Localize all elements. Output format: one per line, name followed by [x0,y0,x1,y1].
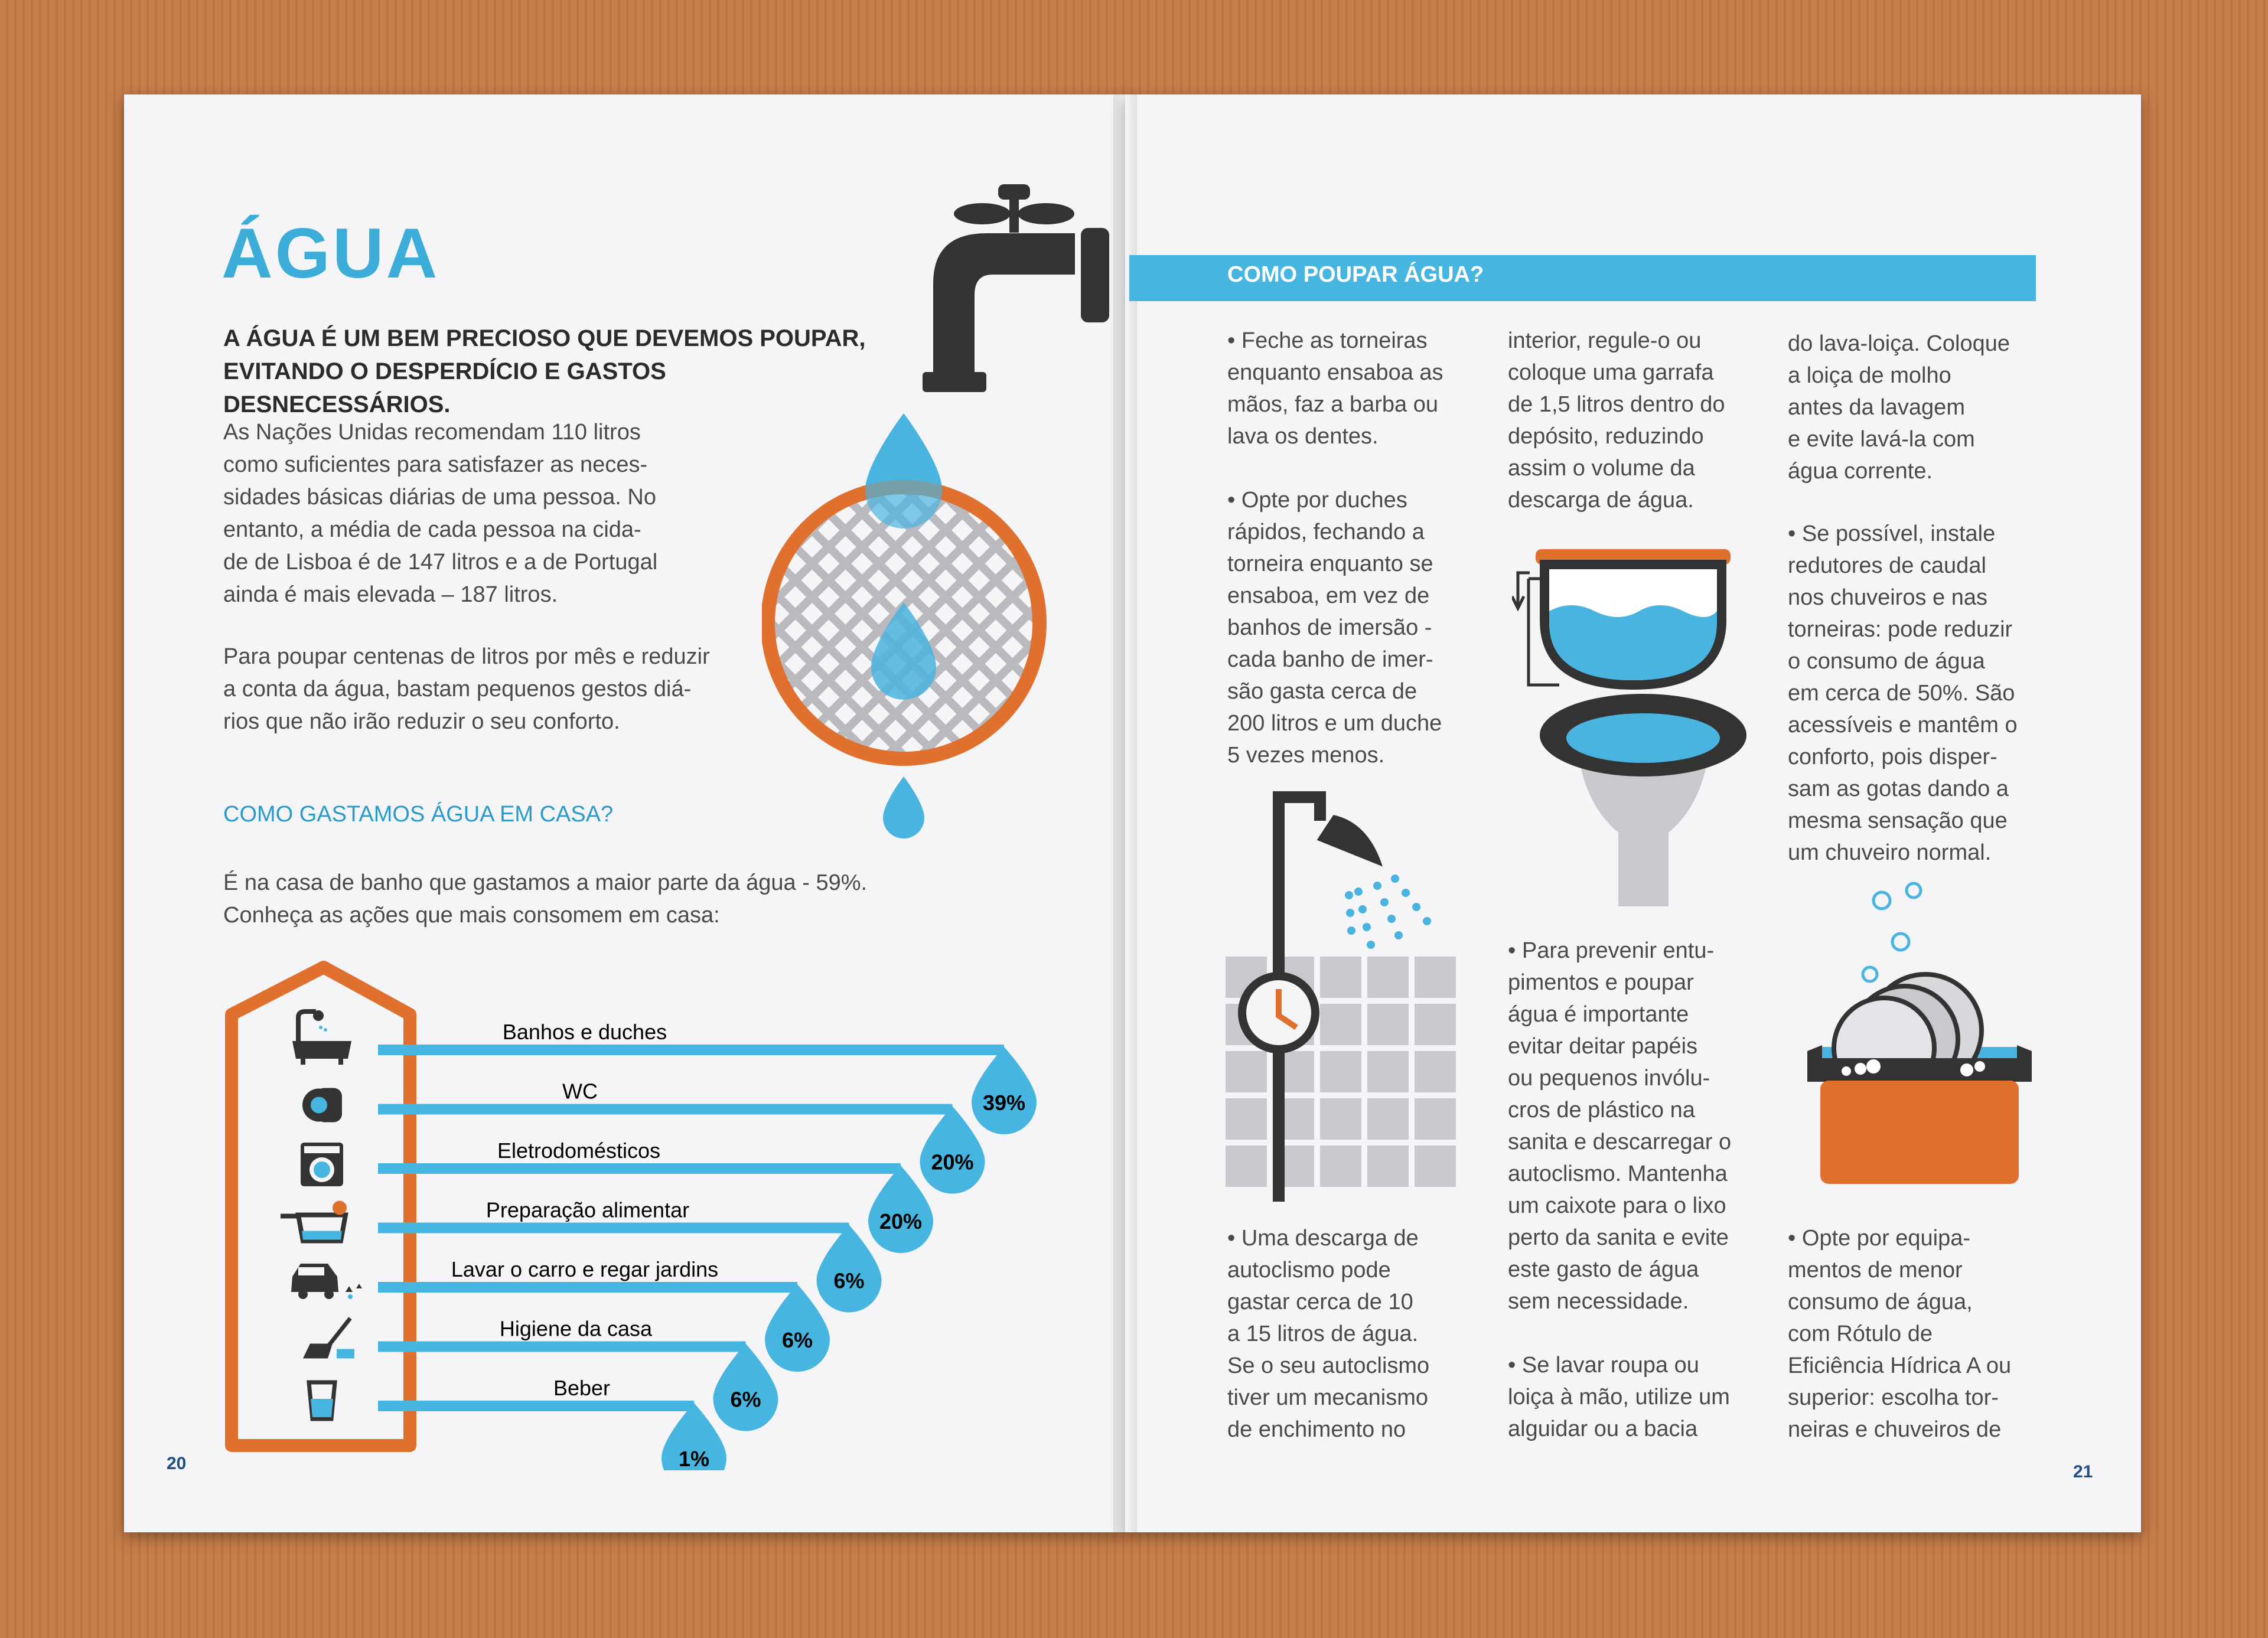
text-line: autoclismo. Mantenha [1508,1161,1728,1186]
faucet-spout-end [1081,228,1109,322]
text-line: de 1,5 litros dentro do [1508,392,1725,417]
text-line: sanita e descarregar o [1508,1130,1732,1154]
bar-value-label: 6% [833,1268,865,1293]
text-line: lava os dentes. [1227,424,1379,449]
text-line: superior: escolha tor- [1788,1385,1999,1410]
text-line: este gasto de água [1508,1257,1699,1282]
text-line: a loiça de molho [1788,363,1951,388]
text-line: As Nações Unidas recomendam 110 litros [223,420,641,445]
text-line: Se o seu autoclismo [1227,1353,1430,1378]
text-line: ainda é mais elevada – 187 litros. [223,582,558,607]
tip-efficient-equipment [1788,1222,2065,1446]
bar-label: WC [562,1079,598,1104]
house-frame [232,967,410,1446]
bar-label: Banhos e duches [502,1020,667,1044]
text-line: Eficiência Hídrica A ou [1788,1353,2012,1378]
text-line: • Para prevenir entu- [1508,938,1715,963]
faucet-stem [1009,195,1019,233]
bar-label: Lavar o carro e regar jardins [451,1257,719,1281]
text-line: a conta da água, bastam pequenos gestos diá- [223,677,692,701]
cooking-pot-icon [281,1201,347,1241]
bar-value-label: 6% [781,1328,813,1352]
page-title: ÁGUA [221,214,440,293]
text-line: loiça à mão, utilize um [1508,1385,1730,1409]
text-line: • Uma descarga de [1227,1226,1419,1251]
text-line: um caixote para o lixo [1508,1193,1726,1218]
text-line: a 15 litros de água. [1227,1322,1419,1346]
bar [378,1282,797,1293]
bar [378,1104,953,1115]
text-line: nos chuveiros e nas [1788,585,1987,610]
text-line: mesma sensação que [1788,808,2008,833]
basin-top-band [1807,1058,2032,1082]
text-line: rápidos, fechando a [1227,520,1425,544]
tip-quick-shower [1227,484,1487,771]
text-line: conforto, pois disper- [1788,745,1997,769]
water-drop-icon [883,776,924,838]
text-line: Para poupar centenas de litros por mês e reduzir [223,644,710,669]
text-line: É na casa de banho que gastamos a maior parte da água - 59%. [223,870,868,895]
text-line: 200 litros e um duche [1227,711,1442,736]
water-usage-chart [219,957,1057,1470]
text-line: um chuveiro normal. [1788,840,1992,865]
text-line: mentos de menor [1788,1258,1963,1283]
bar-value-label: 6% [730,1387,761,1412]
toilet-icon [302,1088,342,1123]
bar-value-label: 20% [931,1150,974,1174]
bar-value-label: 20% [879,1209,923,1234]
text-line: torneira enquanto se [1227,552,1433,576]
text-line: ensaboa, em vez de [1227,583,1430,608]
basin-icon [1820,1081,2019,1184]
text-line: coloque uma garrafa [1508,360,1714,385]
text-line: • Feche as torneiras [1227,328,1428,353]
text-line: 5 vezes menos. [1227,743,1385,768]
section-heading: COMO GASTAMOS ÁGUA EM CASA? [223,802,614,827]
shower-head-icon [1317,812,1394,867]
text-line: evitar deitar papéis [1508,1034,1698,1059]
tip-shower-faucet [1227,325,1487,452]
text-line: acessíveis e mantêm o [1788,713,2018,738]
text-line: cros de plástico na [1508,1098,1695,1123]
faucet-handle-right [1018,203,1074,224]
faucet-base [923,372,986,392]
text-line: consumo de água, [1788,1290,1973,1314]
car-icon [291,1264,362,1299]
text-line: alguidar ou a bacia [1508,1417,1698,1441]
tip-clogging [1508,935,1780,1317]
bar-label: Preparação alimentar [485,1197,690,1222]
bar-label: Beber [553,1376,611,1400]
text-line: torneiras: pode reduzir [1788,617,2013,642]
bubbles [1863,883,1921,981]
subtitle-line: A ÁGUA É UM BEM PRECIOSO QUE DEVEMOS POUPAR, [223,325,866,351]
text-line: banhos de imersão - [1227,615,1432,640]
text-line: água corrente. [1788,459,1933,484]
text-line: tiver um mecanismo [1227,1385,1428,1410]
text-line: cada banho de imer- [1227,647,1433,672]
tip-hand-wash-continued [1788,328,2065,487]
glass-icon [309,1382,335,1419]
text-line: • Se lavar roupa ou [1508,1353,1699,1378]
text-line: autoclismo pode [1227,1258,1391,1283]
water-drop-overlay [865,413,942,528]
text-line: descarga de água. [1508,488,1694,513]
text-line: sidades básicas diárias de uma pessoa. No [223,485,656,510]
text-line: como suficientes para satisfazer as neces- [223,452,648,477]
bar-label: Eletrodomésticos [497,1138,661,1163]
subtitle-line: EVITANDO O DESPERDÍCIO E GASTOS DESNECESSÁRIOS. [223,358,666,417]
bar-value-label: 39% [982,1091,1026,1115]
text-line: enquanto ensaboa as [1227,360,1443,385]
text-line: neiras e chuveiros de [1788,1417,2002,1442]
text-line: e evite lavá-la com [1788,427,1975,452]
text-line: • Opte por duches [1227,488,1407,513]
text-line: sam as gotas dando a [1788,776,2009,801]
text-line: em cerca de 50%. São [1788,681,2015,706]
tip-flush [1227,1222,1487,1446]
text-line: ou pequenos invólu- [1508,1066,1710,1091]
bar-label: Higiene da casa [499,1316,653,1341]
text-line: entanto, a média de cada pessoa na cida- [223,517,641,542]
text-line: • Se possível, instale [1788,521,1996,546]
text-line: são gasta cerca de [1227,679,1418,704]
washing-machine-icon [301,1143,343,1186]
bar [378,1163,901,1174]
tip-flow-reducers [1788,518,2065,869]
text-line: antes da lavagem [1788,395,1965,420]
intro-paragraph [223,416,743,611]
text-line: pimentos e poupar [1508,970,1694,995]
text-line: mãos, faz a barba ou [1227,392,1438,417]
text-line: de enchimento no [1227,1417,1406,1442]
water-spray [1345,875,1431,949]
banner-title: COMO POUPAR ÁGUA? [1227,262,1484,287]
text-line: perto da sanita e evite [1508,1225,1729,1250]
chart-rows [281,1010,1037,1470]
bathtub-icon [292,1010,351,1065]
basin-illustration [1772,874,2055,1210]
text-line: do lava-loiça. Coloque [1788,331,2010,356]
text-line: depósito, reduzindo [1508,424,1704,449]
page-number-right: 21 [2073,1462,2093,1482]
text-line: gastar cerca de 10 [1227,1290,1413,1314]
usage-paragraph [223,867,956,932]
toilet-bowl-water [1566,713,1720,763]
faucet-handle-left [954,203,1011,224]
toilet-illustration [1512,543,1760,909]
bar-value-label: 1% [678,1447,710,1470]
text-line: Conheça as ações que mais consomem em casa: [223,903,720,928]
text-line: rios que não irão reduzir o seu conforto. [223,709,620,734]
page-subtitle [223,322,885,421]
tip-hand-wash [1508,1349,1780,1445]
faucet-body [933,233,1075,390]
bar [378,1342,746,1352]
text-line: o consumo de água [1788,649,1985,674]
bar [378,1045,1004,1055]
text-line: sem necessidade. [1508,1289,1689,1314]
page-number-left: 20 [167,1454,187,1473]
tip-flush-continued [1508,325,1780,516]
strainer-illustration [762,407,1057,856]
text-line: • Opte por equipa- [1788,1226,1971,1251]
text-line: assim o volume da [1508,456,1695,481]
saving-paragraph [223,641,755,738]
broom-icon [303,1319,354,1359]
text-line: redutores de caudal [1788,553,1986,578]
text-line: água é importante [1508,1002,1689,1027]
shower-illustration [1223,785,1471,1210]
bar [378,1401,694,1411]
text-line: interior, regule-o ou [1508,328,1702,353]
text-line: com Rótulo de [1788,1322,1933,1346]
bar [378,1223,849,1234]
text-line: de de Lisboa é de 147 litros e a de Portugal [223,550,658,575]
